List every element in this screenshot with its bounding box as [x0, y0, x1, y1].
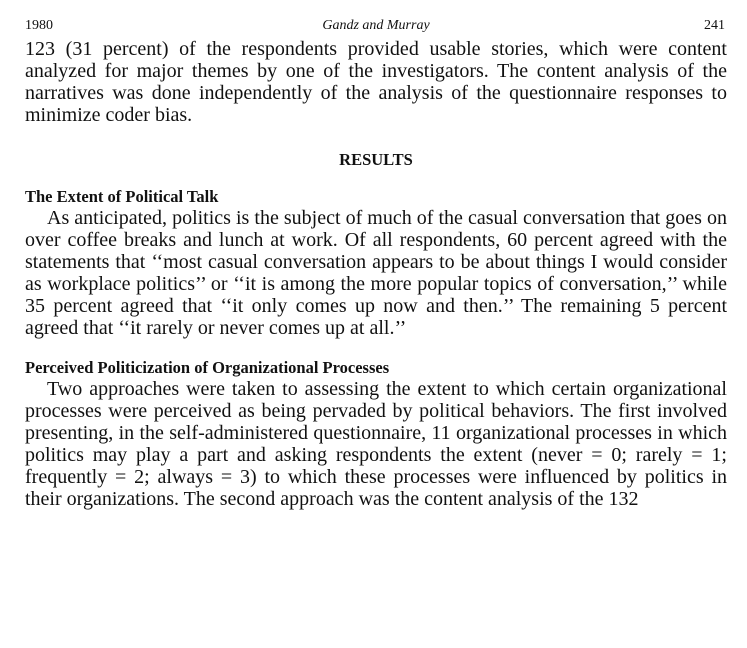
section-heading-politicization: Perceived Politicization of Organizational Processes	[25, 358, 390, 377]
running-head	[25, 18, 727, 38]
results-heading: RESULTS	[339, 150, 413, 169]
section-paragraph-political-talk: As anticipated, politics is the subject of much of the casual conversation that goes on over coffee breaks and lunch at work. Of all respondents, 60 percent agreed with the statements that ‘‘most casual conversation appears to be about things I would consider as workplace politics’’ or ‘‘it is among the more popular topics of conversation,’’ while 35 percent agreed that ‘‘it only comes up now and then.’’ The remaining 5 percent agreed that ‘‘it rarely or never comes up at all.’’	[25, 207, 727, 339]
section-paragraph-politicization: Two approaches were taken to assessing the extent to which certain organizational processes were perceived as being pervaded by political behaviors. The first involved presenting, in the self-administered questionnaire, 11 organizational processes in which politics may play a part and asking respondents the extent (never = 0; rarely = 1; frequently = 2; always = 3) to which these processes were influenced by politics in their organizations. The second approach was the content analysis of the 132	[25, 378, 727, 510]
running-head-authors: Gandz and Murray	[322, 18, 430, 33]
intro-paragraph: 123 (31 percent) of the respondents provided usable stories, which were content analyzed for major themes by one of the investigators. The content analysis of the narratives was done independently of the analysis of the questionnaire responses to minimize coder bias.	[25, 38, 727, 126]
section-heading-political-talk: The Extent of Political Talk	[25, 187, 219, 206]
page-number: 241	[704, 18, 725, 33]
running-head-year: 1980	[25, 18, 53, 33]
paper-page	[25, 0, 727, 510]
